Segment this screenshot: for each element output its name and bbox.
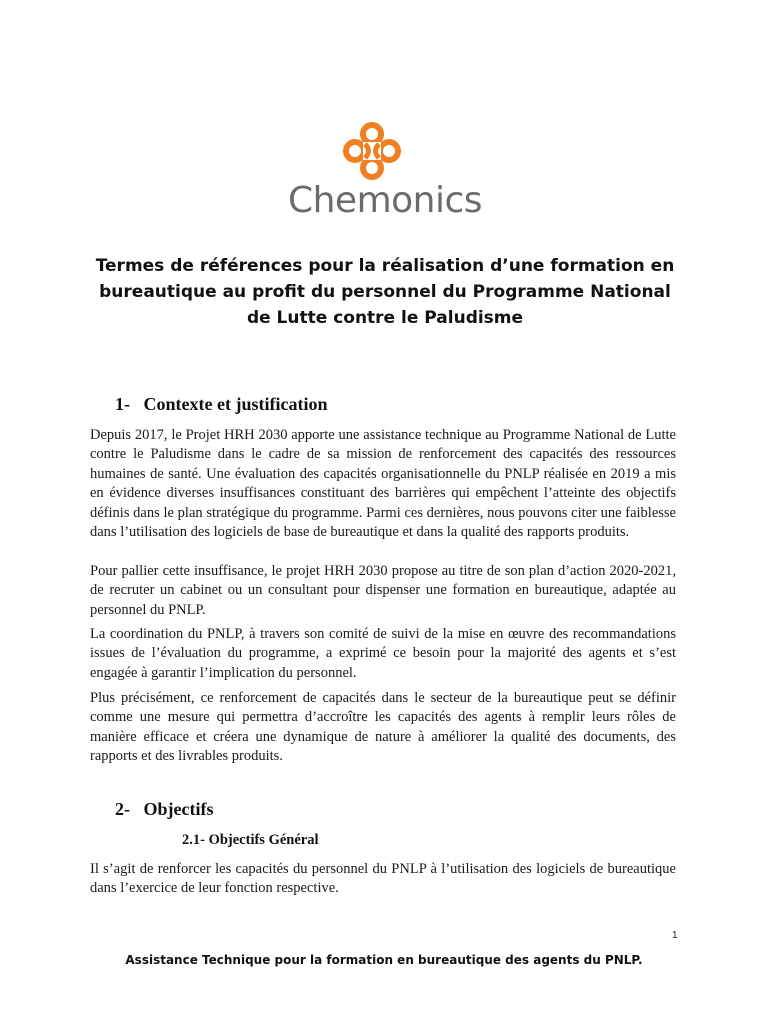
- section-1-heading: [115, 394, 327, 415]
- section-1-number: 1-: [115, 394, 130, 414]
- section-2-number: 2-: [115, 799, 130, 819]
- logo-wordmark: Chemonics: [287, 180, 483, 221]
- subsection-2-1-paragraph: Il s’agit de renforcer les capacités du personnel du PNLP à l’utilisation des logiciels de bureautique dans l’exercice de leur fonction respective.: [90, 861, 676, 897]
- page-number: 1: [672, 930, 678, 941]
- section-2-title: Objectifs: [143, 799, 214, 819]
- chemonics-quatrefoil-icon: [341, 120, 403, 182]
- section-1-paragraph-3: La coordination du PNLP, à travers son comité de suivi de la mise en œuvre des recommandations issues de l’évaluation du programme, a exprimé ce besoin pour la majorité des agents et s’est engagée à garantir l’implication du personnel.: [90, 626, 676, 681]
- section-1-paragraph-4: Plus précisément, ce renforcement de capacités dans le secteur de la bureautique peut se définir comme une mesure qui permettra d’accroître les capacités des agents à remplir leurs rôles de manière efficace et créera une dynamique de nature à améliorer la qualité des documents, des rapports et des livrables produits.: [90, 690, 676, 765]
- section-2-heading: [115, 799, 213, 820]
- section-1-title: Contexte et justification: [143, 394, 328, 414]
- document-title: Termes de références pour la réalisation d’une formation en bureautique au profit du personnel du Programme National de Lutte contre le Paludisme: [95, 256, 675, 328]
- page-footer: Assistance Technique pour la formation en bureautique des agents du PNLP.: [125, 953, 643, 967]
- section-1-paragraph-1: Depuis 2017, le Projet HRH 2030 apporte une assistance technique au Programme National de Lutte contre le Paludisme dans le cadre de sa mission de renforcement des capacités des ressources humaines de santé. Une évaluation des capacités organisationnelle du PNLP réalisée en 2019 a mis en évidence diverses insuffisances constituant des barrières qui empêchent l’atteinte des objectifs définis dans le plan stratégique du programme. Parmi ces dernières, nous pouvons citer une faiblesse dans l’utilisation des logiciels de base de bureautique et dans la qualité des rapports produits.: [90, 427, 676, 541]
- chemonics-logo: [285, 120, 485, 221]
- section-1-paragraph-2: Pour pallier cette insuffisance, le projet HRH 2030 propose au titre de son plan d’action 2020-2021, de recruter un cabinet ou un consultant pour dispenser une formation en bureautique, adaptée au personnel du PNLP.: [90, 563, 676, 618]
- subsection-2-1-heading: 2.1- Objectifs Général: [182, 832, 319, 848]
